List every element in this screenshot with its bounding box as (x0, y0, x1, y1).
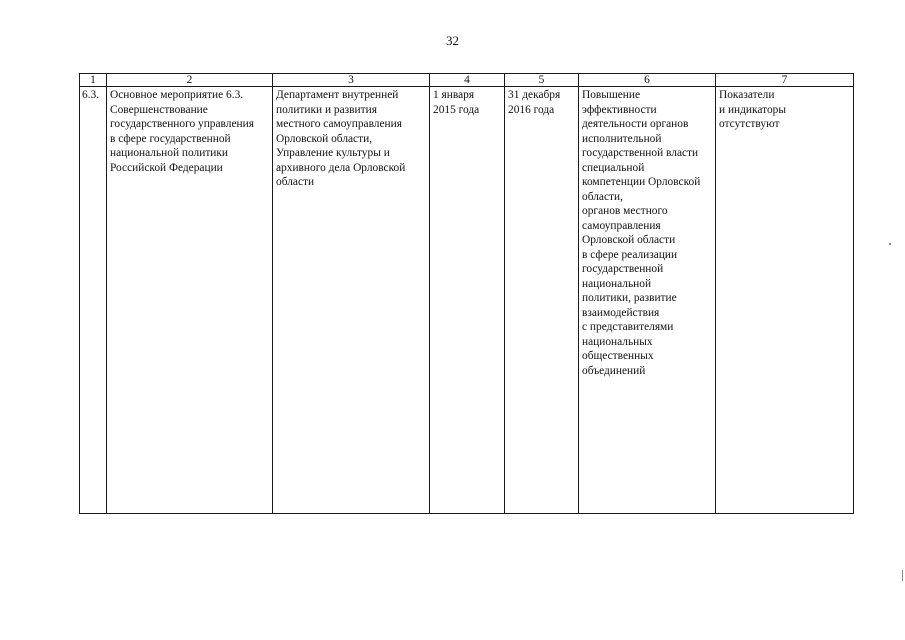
indicators-line: и индикаторы (719, 103, 787, 116)
indicators-line: отсутствуют (719, 118, 780, 130)
result-line: политики, развитие (582, 292, 677, 304)
activity-cell (107, 87, 273, 514)
header-cell-3: 3 (273, 74, 430, 87)
result-line: Орловской области (582, 234, 676, 246)
page-number: 32 (446, 33, 459, 48)
result-cell (579, 87, 716, 514)
executor-line: области (276, 176, 315, 188)
activity-line: в сфере государственной (110, 132, 231, 145)
start-date-cell (430, 87, 505, 514)
header-cell-2: 2 (107, 74, 273, 87)
result-line: государственной власти (582, 147, 699, 159)
activity-line: Основное мероприятие 6.3. (110, 89, 244, 101)
result-line: объединений (582, 364, 646, 377)
scan-edge-mark (902, 570, 903, 581)
activity-line: Совершенствование (110, 103, 208, 116)
indicators-cell (716, 87, 854, 514)
header-cell-7: 7 (716, 74, 854, 87)
header-cell-1: 1 (80, 74, 107, 87)
scan-speck (889, 243, 891, 245)
result-line: взаимодействия (582, 306, 660, 319)
executor-line: политики и развития (276, 103, 377, 116)
end-date-line: 2016 года (508, 103, 555, 116)
table-row (80, 87, 854, 514)
result-line: национальной (582, 277, 652, 290)
executor-line: Департамент внутренней (276, 89, 399, 101)
result-line: исполнительной (582, 132, 662, 145)
result-line: эффективности (582, 103, 657, 116)
executor-line: местного самоуправления (276, 118, 402, 130)
header-cell-6: 6 (579, 74, 716, 87)
activity-line: государственного управления (110, 118, 254, 130)
measures-table (79, 73, 854, 514)
result-line: специальной (582, 161, 645, 174)
start-date-line: 1 января (433, 89, 475, 101)
result-line: компетенции Орловской (582, 176, 701, 188)
end-date-line: 31 декабря (508, 89, 561, 101)
header-cell-5: 5 (505, 74, 579, 87)
executor-cell (273, 87, 430, 514)
executor-line: Орловской области, (276, 132, 373, 145)
result-line: с представителями (582, 321, 674, 333)
start-date-line: 2015 года (433, 103, 480, 116)
result-line: национальных (582, 335, 653, 348)
header-cell-4: 4 (430, 74, 505, 87)
indicators-line: Показатели (719, 89, 775, 101)
activity-line: национальной политики (110, 147, 229, 159)
result-line: государственной (582, 263, 664, 275)
result-line: органов местного (582, 205, 668, 217)
result-line: деятельности органов (582, 118, 689, 130)
executor-line: архивного дела Орловской (276, 161, 406, 174)
result-line: Повышение (582, 89, 641, 101)
result-line: области, (582, 190, 623, 203)
result-line: общественных (582, 350, 654, 362)
end-date-cell (505, 87, 579, 514)
executor-line: Управление культуры и (276, 147, 390, 159)
activity-line: Российской Федерации (110, 161, 223, 174)
row-number-cell: 6.3. (80, 87, 107, 514)
result-line: в сфере реализации (582, 248, 678, 261)
result-line: самоуправления (582, 219, 661, 232)
table-header-row (80, 74, 854, 87)
